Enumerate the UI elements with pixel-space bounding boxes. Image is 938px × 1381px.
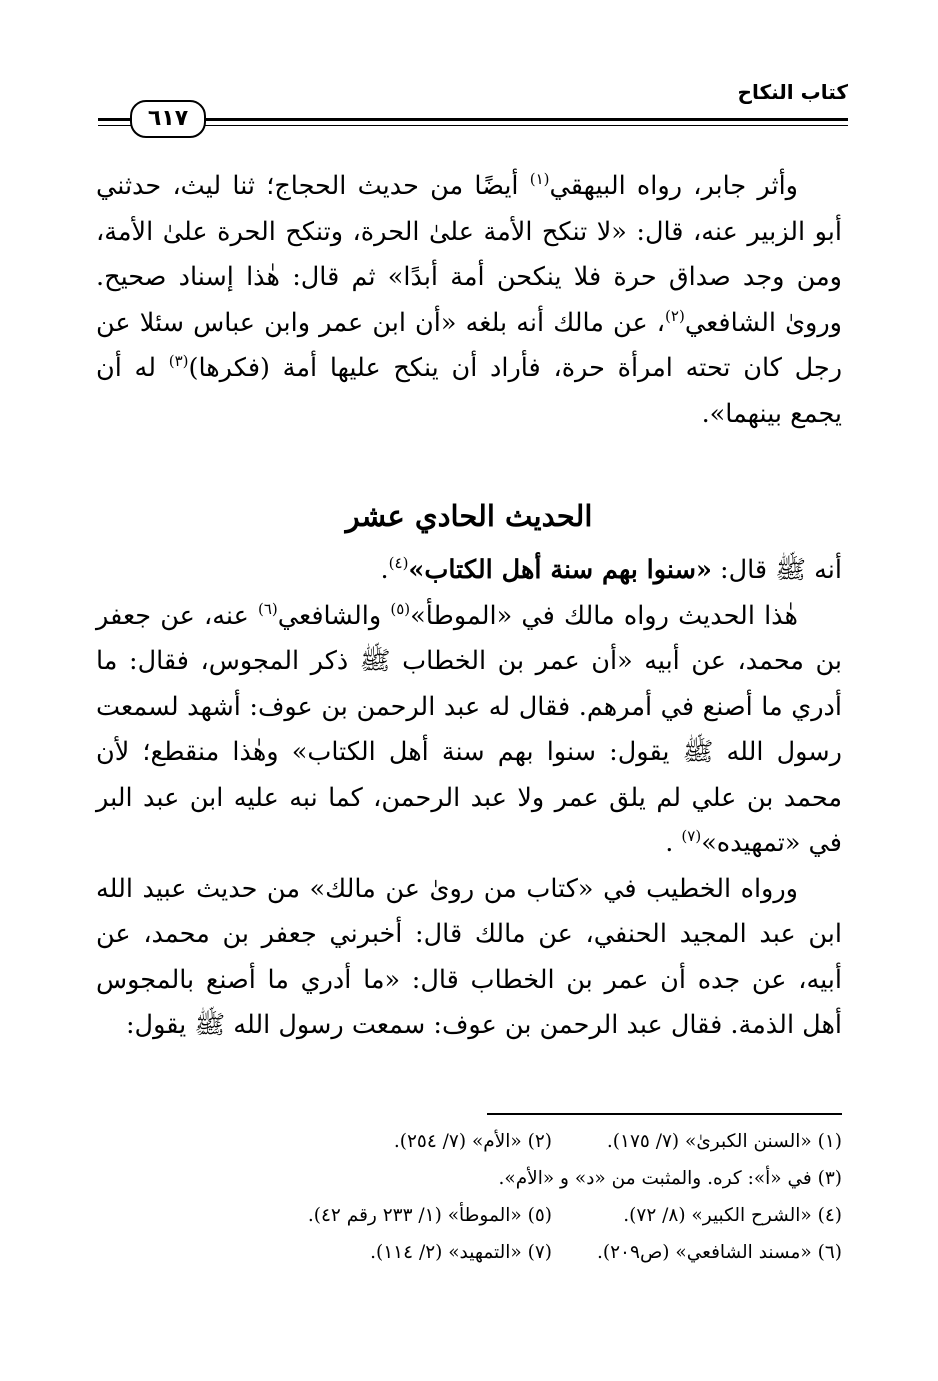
text-run: عنه، عن جعفر بن محمد، عن أبيه «أن عمر بن الخطاب ﷺ ذكر المجوس، فقال: ما أدري ما أصنع في أمرهم. فقال له عبد الرحمن بن عوف: أشهد لسمعت رسول الله ﷺ يقول: سنوا بهم سنة أهل الكتاب» وهٰذا منقطع؛ لأن محمد بن علي لم يلق عمر ولا عبد الرحمن، كما نبه عليه ابن عبد البر في «تمهيده» (96, 600, 842, 858)
running-header-title: كتاب النكاح (737, 80, 848, 104)
text-run: . (380, 555, 389, 585)
paragraph-malik (96, 594, 842, 867)
header-rule-thick (98, 118, 848, 121)
text-run: وأثر جابر، رواه البيهقي (549, 171, 798, 201)
text-run: والشافعي (277, 600, 391, 631)
footnote-ref-1: (١) (529, 170, 550, 188)
text-run: ، عن مالك أنه بلغه «أن ابن عمر وابن عباس سئلا عن رجل كان تحته امرأة حرة، فأراد أن ينكح عليها أمة (فكرها) (96, 307, 843, 383)
section-heading: الحديث الحادي عشر (345, 499, 593, 533)
footnote-ref-7: (٧) (681, 827, 702, 845)
text-run: أيضًا من حديث الحجاج؛ ثنا ليث، حدثني أبو الزبير عنه، قال: «لا تنكح الأمة علىٰ الحرة، وتنكح الحرة علىٰ الأمة، ومن وجد صداق حرة فلا ينكحن أمة أبدًا» ثم قال: هٰذا إسناد صحيح. ورویٰ الشافعي (96, 171, 842, 338)
footnote-row (96, 1234, 842, 1271)
hadith-statement (96, 548, 842, 594)
paragraph-khatib: ورواه الخطيب في «كتاب من رویٰ عن مالك» من حديث عبيد الله ابن عبد المجيد الحنفي، عن مالك قال: أخبرني جعفر بن محمد، عن أبيه، عن جده أن عمر بن الخطاب قال: «ما أدري ما أصنع بالمجوس أهل الذمة. فقال عبد الرحمن بن عوف: سمعت رسول الله ﷺ يقول: (96, 873, 842, 1040)
footnote-separator (487, 1113, 842, 1115)
footnote-ref-5: (٥) (390, 599, 411, 618)
footnote-row (96, 1197, 842, 1234)
footnote-ref-3: (٣) (168, 352, 189, 370)
text-run: هٰذا الحديث رواه مالك في «الموطأ» (410, 600, 798, 631)
footnote-ref-2: (٢) (665, 306, 685, 325)
header-rule-thin (98, 125, 848, 126)
page-number: ٦١٧ (130, 100, 206, 138)
footnote-4: (٤) «الشرح الكبير» (٨/ ٧٢). (623, 1205, 842, 1226)
text-run: . (665, 828, 682, 858)
footnote-ref-4: (٤) (388, 554, 409, 572)
paragraph-jabir (96, 164, 842, 437)
text-block-1 (96, 164, 842, 437)
footnote-7: (٧) «التمهيد» (٢/ ١١٤). (370, 1242, 552, 1263)
hadith-quote: «سنوا بهم سنة أهل الكتاب» (408, 555, 712, 585)
footnote-6: (٦) «مسند الشافعي» (ص٢٠٩). (597, 1242, 842, 1263)
footnote-3: (٣) في «أ»: كره. والمثبت من «د» و «الأم». (498, 1168, 842, 1189)
footnotes (96, 1123, 842, 1271)
text-block-2 (96, 548, 842, 1049)
text-run: أنه ﷺ قال: (711, 555, 842, 585)
footnote-row (96, 1123, 842, 1160)
footnote-row (96, 1160, 842, 1197)
footnote-ref-6: (٦) (257, 599, 278, 618)
text-run: له أن يجمع بينهما». (96, 353, 842, 429)
footnote-2: (٢) «الأم» (٧/ ٢٥٤). (393, 1131, 552, 1152)
footnote-5: (٥) «الموطأ» (١/ ٢٣٣ رقم ٤٢). (307, 1205, 552, 1226)
footnote-1: (١) «السنن الكبرىٰ» (٧/ ١٧٥). (606, 1131, 842, 1152)
